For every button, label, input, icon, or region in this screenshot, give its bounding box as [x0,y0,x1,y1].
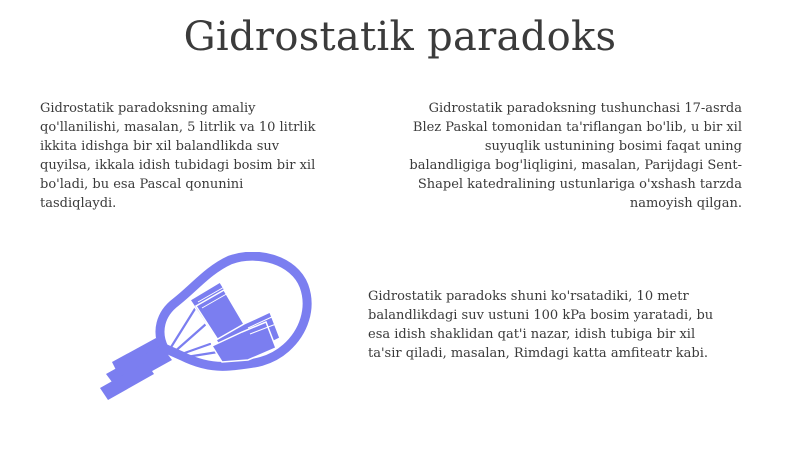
slide-title: Gidrostatik paradoks [183,14,617,60]
lightbulb-with-book-icon [98,252,313,402]
paragraph-bottom: Gidrostatik paradoks shuni ko'rsatadiki, 10 metr balandlikdagi suv ustuni 100 kPa bosim yaratadi, bu esa idish shaklidan qat'i nazar, idish tubiga bir xil ta'sir qiladi, masalan, Rimdagi katta amfiteatr kabi. [368,289,714,361]
paragraph-right: Gidrostatik paradoksning tushunchasi 17-asrda Blez Paskal tomonidan ta'riflangan bo'lib, u bir xil suyuqlik ustunining bosimi faqat uning balandligiga bog'liqligini, masalan, Parijdagi Sent- Shapel katedralining ustunlariga o'xshash tarzda namoyish qilgan. [409,101,742,211]
paragraph-left: Gidrostatik paradoksning amaliy qo'llanilishi, masalan, 5 litrlik va 10 litrlik ikkita idishga bir xil balandlikda suv quyilsa, ikkala idish tubidagi bosim bir xil bo'ladi, bu esa Pascal qonunini tasdiqlaydi. [40,101,316,211]
